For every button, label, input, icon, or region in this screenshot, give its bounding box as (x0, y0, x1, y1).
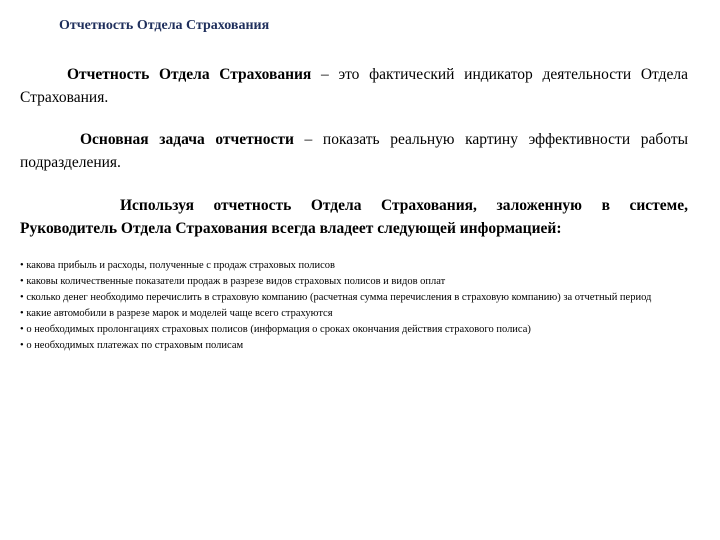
paragraph-definition-bold: Отчетность Отдела Страхования (67, 66, 312, 83)
list-item-text: какова прибыль и расходы, полученные с продаж страховых полисов (26, 260, 335, 271)
bullet-marker: • (20, 308, 24, 319)
bullet-marker: • (20, 324, 24, 335)
info-bullet-list (20, 258, 688, 354)
bullet-marker: • (20, 276, 24, 287)
bullet-marker: • (20, 340, 24, 351)
list-item-text: каковы количественные показатели продаж в разрезе видов страховых полисов и видов оплат (26, 276, 446, 287)
bullet-marker: • (20, 292, 24, 303)
list-item (20, 258, 688, 274)
page-title: Отчетность Отдела Страхования (59, 18, 270, 33)
paragraph-definition (20, 63, 688, 109)
bullet-marker: • (20, 260, 24, 271)
list-item-text: о необходимых платежах по страховым полисам (26, 340, 244, 351)
paragraph-main-task-bold: Основная задача отчетности (80, 131, 294, 148)
list-item-text: о необходимых пролонгациях страховых полисов (информация о сроках окончания действия страхового полиса) (26, 324, 531, 335)
paragraph-info-intro (20, 194, 688, 240)
paragraph-definition-text: – это фактический индикатор деятельности Отдела Страхования. (20, 66, 688, 106)
list-item (20, 274, 688, 290)
list-item-text: какие автомобили в разрезе марок и моделей чаще всего страхуются (26, 308, 333, 319)
list-item (20, 322, 688, 338)
list-item-text: сколько денег необходимо перечислить в страховую компанию (расчетная сумма перечисления в страховую компанию) за отчетный период (26, 292, 652, 303)
list-item (20, 290, 688, 306)
list-item (20, 306, 688, 322)
paragraph-main-task-text: – показать реальную картину эффективности работы подразделения. (20, 131, 689, 171)
paragraph-main-task (20, 128, 688, 174)
paragraph-info-intro-text: Используя отчетность Отдела Страхования, заложенную в системе, Руководитель Отдела Страхования всегда владеет следующей информацией: (20, 197, 688, 237)
list-item (20, 338, 688, 354)
